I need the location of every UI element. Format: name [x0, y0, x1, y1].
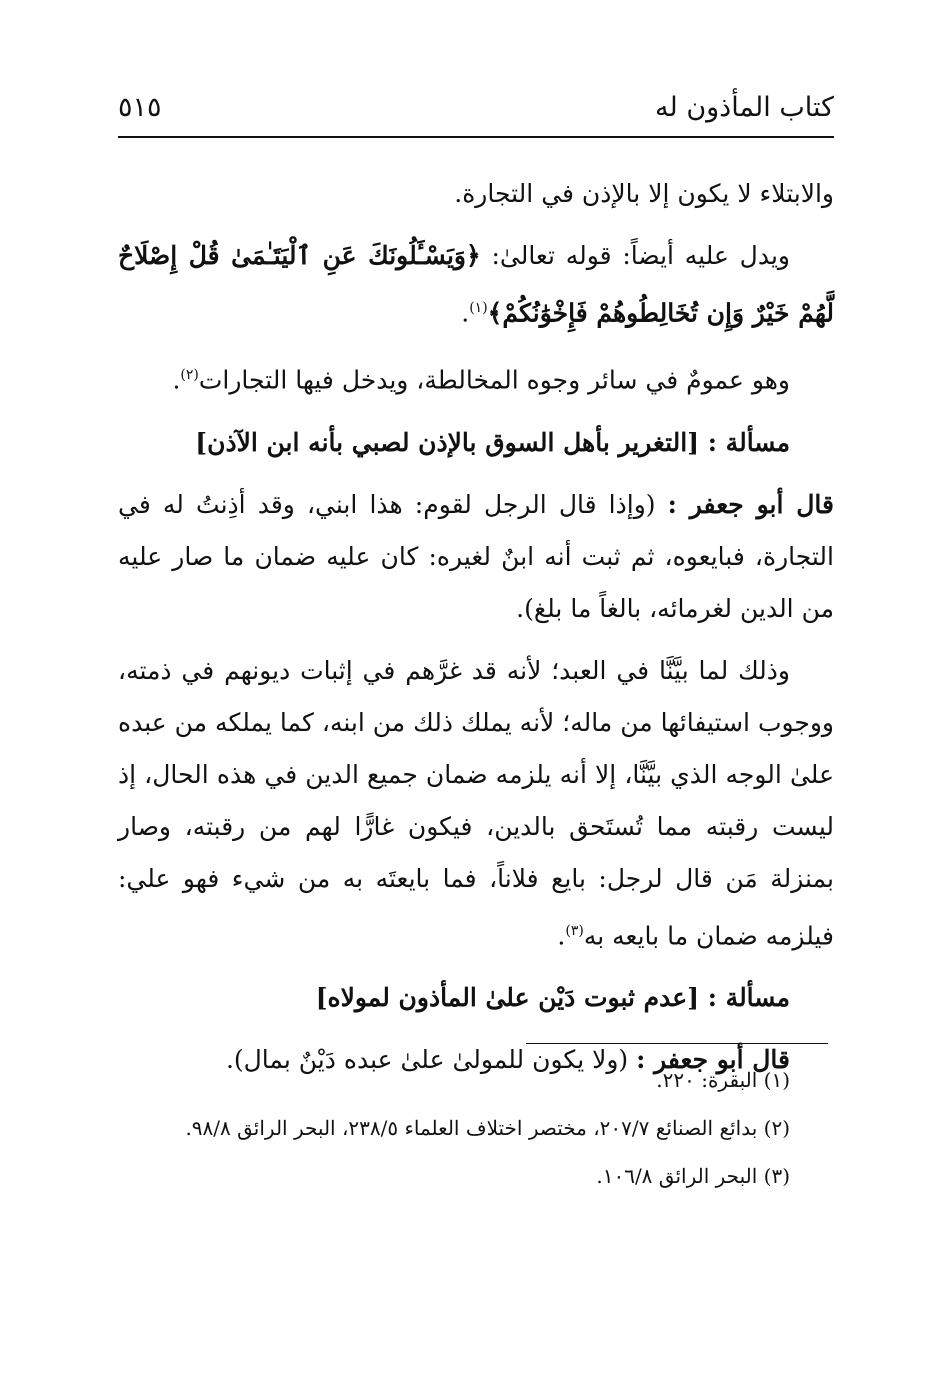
footnote-separator — [526, 1043, 828, 1044]
paragraph-commentary: وذلك لما بيَّنَّا في العبد؛ لأنه قد غرَّهم في إثبات ديونهم في ذمته، ووجوب استيفائها من ماله؛ لأنه يملك ذلك من ابنه، كما يملكه من عبده علىٰ الوجه الذي بيَّنَّا، إلا أنه يلزمه ضمان جميع الدين في هذه الحال، إذ ليست رقبته مما تُستَحق بالدين، فيكون غارًّا لهم من رقبته، وصار بمنزلة مَن قال لرجل: بايع فلاناً، فما بايعتَه به من شيء فهو علي: فيلزمه ضمان ما بايعه به$^{(٣)}$. — [118, 655, 834, 950]
main-text — [118, 168, 834, 1096]
running-title: كتاب المأذون له — [655, 92, 834, 123]
paragraph-ibtila: والابتلاء لا يكون إلا بالإذن في التجارة. — [454, 179, 834, 208]
page-header — [118, 92, 834, 132]
masala-heading-1: مسألة : [التغرير بأهل السوق بالإذن لصبي بأنه ابن الآذن] — [195, 427, 790, 457]
footnote-1: (١) البقرة: ٢٢٠. — [656, 1068, 790, 1092]
paragraph-abu-jafar-1: قال أبو جعفر : (وإذا قال الرجل لقوم: هذا ابني، وقد أذِنتُ له في التجارة، فبايعوه، ثم ثبت أنه ابنٌ لغيره: كان عليه ضمان ما صار عليه من الدين لغرمائه، بالغاً ما بلغ). — [118, 489, 834, 623]
footnote-3: (٣) البحر الرائق ١٠٦/٨. — [596, 1164, 790, 1188]
page-number: ٥١٥ — [118, 92, 162, 123]
masala-heading-2: مسألة : [عدم ثبوت دَيْن علىٰ المأذون لمولاه] — [315, 982, 790, 1012]
footnote-2: (٢) بدائع الصنائع ٢٠٧/٧، مختصر اختلاف العلماء ٢٣٨/٥، البحر الرائق ٩٨/٨. — [185, 1116, 790, 1140]
footnote-ref-3: (٣) — [565, 922, 584, 939]
footnotes — [118, 1060, 834, 1204]
footnote-ref-2: (٢) — [180, 367, 199, 384]
paragraph-quran-evidence: ويدل عليه أيضاً: قوله تعالىٰ: ﴿وَيَسْـَٔلُونَكَ عَنِ ٱلْيَتَـٰمَىٰ قُلْ إِصْلَاحٌ لَّهُمْ خَيْرٌ وَإِن تُخَالِطُوهُمْ فَإِخْوَٰنُكُمْ﴾$^{(١)}$. — [118, 241, 834, 328]
quran-verse: ﴿وَيَسْـَٔلُونَكَ عَنِ ٱلْيَتَـٰمَىٰ قُلْ إِصْلَاحٌ لَّهُمْ خَيْرٌ وَإِن تُخَالِطُوهُمْ فَإِخْوَٰنُكُمْ﴾ — [118, 241, 834, 328]
header-rule — [118, 136, 834, 138]
footnote-ref-1: (١) — [469, 300, 488, 316]
paragraph-umum: وهو عمومٌ في سائر وجوه المخالطة، ويدخل فيها التجارات$^{(٢)}$. — [172, 365, 790, 395]
paragraph-abu-jafar-2: قال أبو جعفر : (ولا يكون للمولىٰ علىٰ عبده دَيْنٌ بمال). — [225, 1044, 790, 1074]
speaker-label: قال أبو جعفر : — [636, 1044, 790, 1074]
speaker-label: قال أبو جعفر : — [667, 489, 834, 519]
